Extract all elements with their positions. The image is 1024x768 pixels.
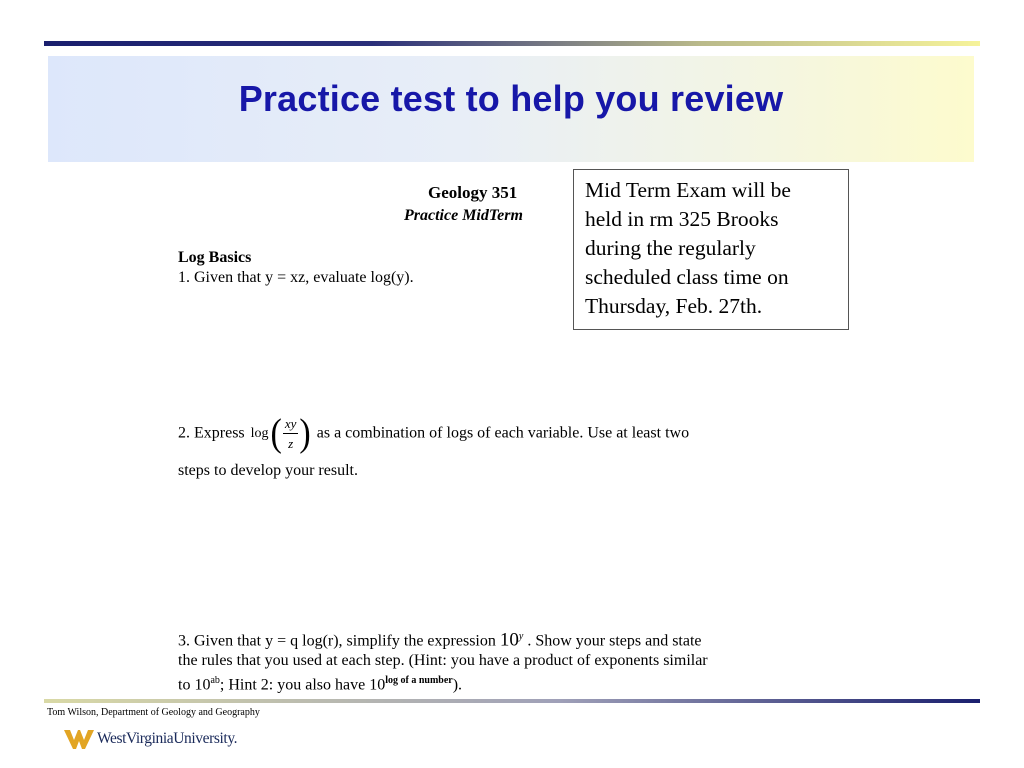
power-exponent: y [518,631,524,642]
right-paren: ) [299,412,311,455]
q3-hint-b: ; Hint 2: you also have 10 [219,676,386,694]
question-2-continuation: steps to develop your result. [178,462,358,479]
fraction-denominator: z [288,436,294,451]
q2-suffix: as a combination of logs of each variable. Use at least two [316,424,690,442]
course-title: Geology 351 [428,183,518,202]
university-logo [64,724,237,754]
notice-line: held in rm 325 Brooks [585,207,779,231]
title-band [48,56,974,162]
fraction [283,416,299,452]
q3-hint-a: to 10 [178,676,211,694]
q3-line-1 [178,627,818,651]
q3-text-b: . Show your steps and state [523,632,702,650]
top-rule [44,41,980,46]
notice-line: Thursday, Feb. 27th. [585,294,763,318]
power-base: 10 [499,629,519,651]
notice-line: scheduled class time on [585,265,789,289]
q2-prefix: 2. Express [178,424,249,442]
notice-line: during the regularly [585,236,756,260]
log-fraction-expression [250,412,311,455]
left-paren: ( [270,412,282,455]
log-label: log [250,426,269,441]
question-3 [178,627,818,696]
q3-line-2: the rules that you used at each step. (Hint: you have a product of exponents similar [178,652,708,670]
footer-credit: Tom Wilson, Department of Geology and Geography [47,707,260,718]
bottom-rule [44,699,980,703]
q3-hint-c: ). [452,676,463,694]
q3-hint-sup: ab [210,675,220,687]
logo-wordmark: WestVirginiaUniversity. [97,730,238,747]
exam-notice-box [573,169,849,330]
flying-wv-icon [64,728,94,750]
q3-line-3 [178,671,818,695]
question-2 [178,412,690,455]
slide-title: Practice test to help you review [238,78,784,119]
fraction-numerator: xy [283,416,299,434]
question-1: 1. Given that y = xz, evaluate log(y). [178,269,414,286]
section-heading: Log Basics [178,249,252,266]
q3-hint-sup2: log of a number [385,675,453,687]
q3-text-a: 3. Given that y = q log(r), simplify the expression [178,632,500,650]
notice-line: Mid Term Exam will be [585,178,791,202]
document-subtitle: Practice MidTerm [404,207,523,224]
